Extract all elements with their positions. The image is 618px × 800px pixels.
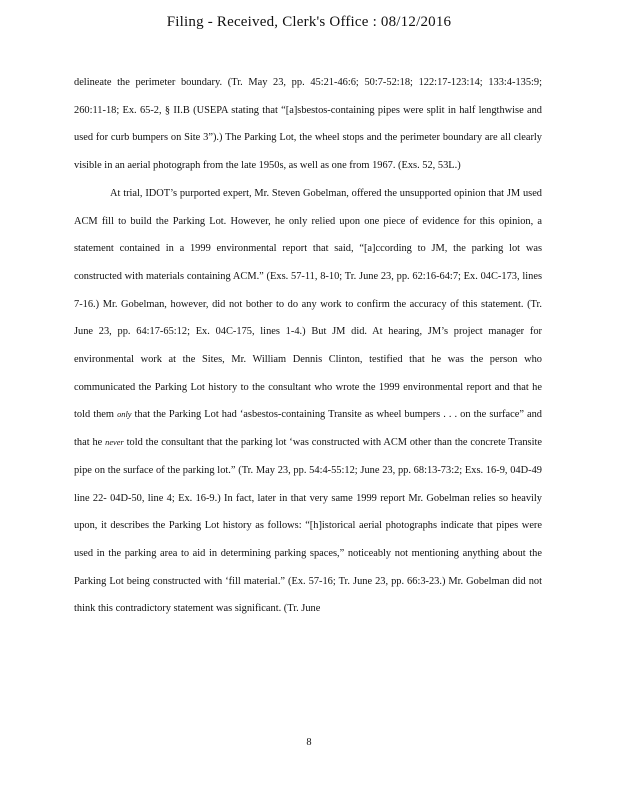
paragraph-2 <box>74 180 542 623</box>
document-body <box>74 69 542 623</box>
page-number: 8 <box>306 737 312 748</box>
emphasis-never: never <box>105 438 124 448</box>
paragraph-2-part-2: that the Parking Lot had ‘asbestos-containing Transite as wheel bumpers . . . on the surface” and that he <box>74 409 543 449</box>
paragraph-2-part-3: told the consultant that the parking lot ‘was constructed with ACM other than the concrete Transite pipe on the surface of the parking lot.” (Tr. May 23, pp. 54:4-55:12; June 23, pp. 68:13-73:2; Exs. 16-9, 04D-49 line 22- 04D-50, line 4; Ex. 16-9.) In fact, later in that very same 1999 report Mr. Gobelman relies so heavily upon, it describes the Parking Lot history as follows: “[h]istorical aerial photographs indicate that pipes were used in the parking area to aid in determining parking spaces,” noticeably not mentioning anything about the Parking Lot being constructed with ‘fill material.” (Ex. 57-16; Tr. June 23, pp. 66:3-23.) Mr. Gobelman did not think this contradictory statement was significant. (Tr. June <box>74 437 542 615</box>
paragraph-2-part-1: At trial, IDOT’s purported expert, Mr. Steven Gobelman, offered the unsupported opinion that JM used ACM fill to build the Parking Lot. However, he only relied upon one piece of evidence for this opinion, a statement contained in a 1999 environmental report that said, “[a]ccording to JM, the parking lot was constructed with materials containing ACM.” (Exs. 57-11, 8-10; Tr. June 23, pp. 62:16-64:7; Ex. 04C-173, lines 7-16.) Mr. Gobelman, however, did not bother to do any work to confirm the accuracy of this statement. (Tr. June 23, pp. 64:17-65:12; Ex. 04C-175, lines 1-4.) But JM did. At hearing, JM’s project manager for environmental work at the Sites, Mr. William Dennis Clinton, testified that he was the person who communicated the Parking Lot history to the consultant who wrote the 1999 environmental report and that he told them <box>74 187 542 421</box>
filing-header: Filing - Received, Clerk's Office : 08/12/2016 <box>166 14 452 30</box>
emphasis-only: only <box>117 410 132 420</box>
paragraph-1: delineate the perimeter boundary. (Tr. May 23, pp. 45:21-46:6; 50:7-52:18; 122:17-123:14; 133:4-135:9; 260:11-18; Ex. 65-2, § II.B (USEPA stating that “[a]sbestos-containing pipes were split in half lengthwise and used for curb bumpers on Site 3”).) The Parking Lot, the wheel stops and the perimeter boundary are all clearly visible in an aerial photograph from the late 1950s, as well as one from 1967. (Exs. 52, 53L.) <box>74 77 542 172</box>
